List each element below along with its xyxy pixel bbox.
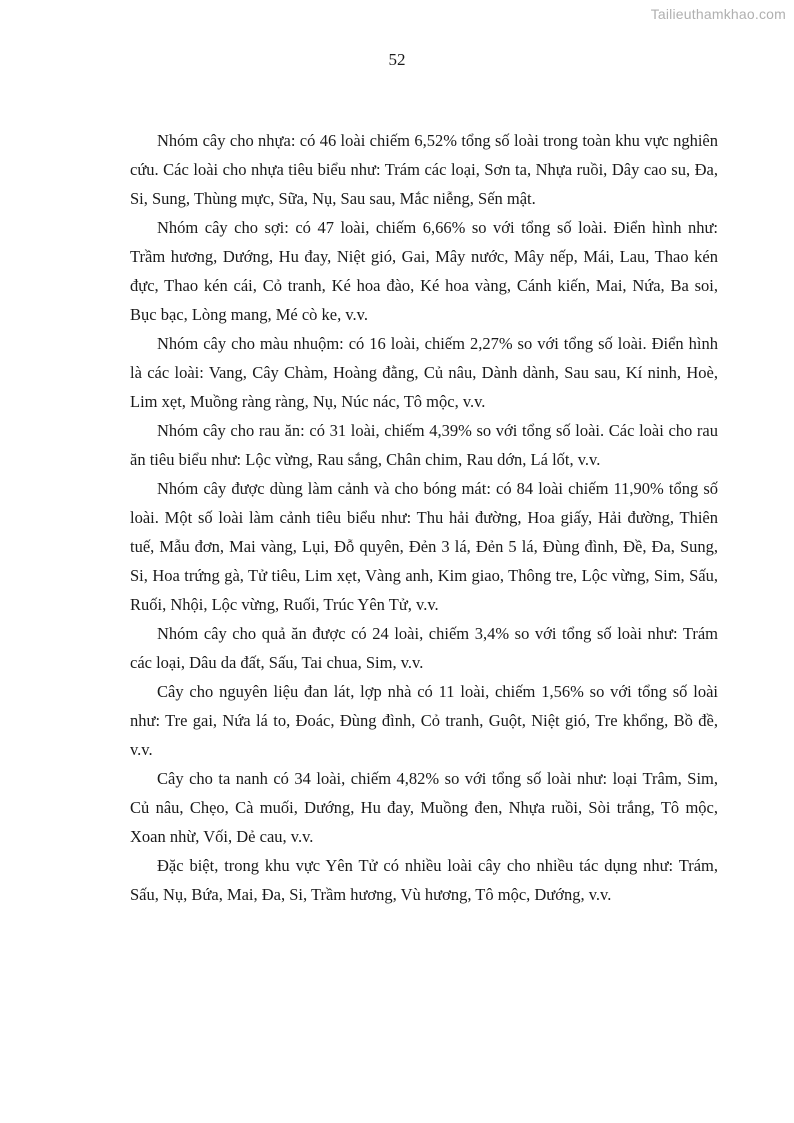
paragraph-dye-plants: Nhóm cây cho màu nhuộm: có 16 loài, chiếm 2,27% so với tổng số loài. Điển hình là các loài: Vang, Cây Chàm, Hoàng đằng, Củ nâu, Dành dành, Sau sau, Kí ninh, Hoè, Lim xẹt, Muồng ràng ràng, Nụ, Núc nác, Tô mộc, v.v. [130,334,718,411]
watermark: Tailieuthamkhao.com [650,6,786,22]
paragraph-tannin-plants: Cây cho ta nanh có 34 loài, chiếm 4,82% so với tổng số loài như: loại Trâm, Sim, Củ nâu, Chẹo, Cà muối, Dướng, Hu đay, Muồng đen, Nhựa ruồi, Sòi trắng, Tô mộc, Xoan nhừ, Vối, Dẻ cau, v.v. [130,769,718,846]
paragraph-fiber-plants: Nhóm cây cho sợi: có 47 loài, chiếm 6,66% so với tổng số loài. Điển hình như: Trầm hương, Dướng, Hu đay, Niệt gió, Gai, Mây nước, Mây nếp, Mái, Lau, Thao kén đực, Thao kén cái, Cỏ tranh, Ké hoa đào, Ké hoa vàng, Cánh kiến, Mai, Nứa, Ba soi, Bục bạc, Lòng mang, Mé cò ke, v.v. [130,218,718,324]
paragraph-vegetable-plants: Nhóm cây cho rau ăn: có 31 loài, chiếm 4,39% so với tổng số loài. Các loài cho rau ăn tiêu biểu như: Lộc vừng, Rau sắng, Chân chim, Rau dớn, Lá lốt, v.v. [130,421,718,469]
paragraph-ornamental-plants: Nhóm cây được dùng làm cảnh và cho bóng mát: có 84 loài chiếm 11,90% tổng số loài. Một số loài làm cảnh tiêu biểu như: Thu hải đường, Hoa giấy, Hải đường, Thiên tuế, Mẫu đơn, Mai vàng, Lụi, Đỗ quyên, Đẻn 3 lá, Đẻn 5 lá, Đùng đình, Đề, Đa, Sung, Si, Hoa trứng gà, Tử tiêu, Lim xẹt, Vàng anh, Kim giao, Thông tre, Lộc vừng, Sim, Sấu, Ruối, Nhội, Lộc vừng, Ruối, Trúc Yên Tử, v.v. [130,479,718,614]
page-number: 52 [388,50,406,69]
paragraph-resin-plants: Nhóm cây cho nhựa: có 46 loài chiếm 6,52% tổng số loài trong toàn khu vực nghiên cứu. Các loài cho nhựa tiêu biểu như: Trám các loại, Sơn ta, Nhựa ruồi, Dây cao su, Đa, Si, Sung, Thùng mực, Sữa, Nụ, Sau sau, Mắc niễng, Sến mật. [130,131,718,208]
paragraph-weaving-plants: Cây cho nguyên liệu đan lát, lợp nhà có 11 loài, chiếm 1,56% so với tổng số loài như: Tre gai, Nứa lá to, Đoác, Đùng đình, Cỏ tranh, Guột, Niệt gió, Tre khổng, Bồ đề, v.v. [130,682,718,759]
paragraph-multi-use-plants: Đặc biệt, trong khu vực Yên Tử có nhiều loài cây cho nhiều tác dụng như: Trám, Sấu, Nụ, Bứa, Mai, Đa, Si, Trầm hương, Vù hương, Tô mộc, Dướng, v.v. [130,856,718,904]
document-body [130,126,718,909]
paragraph-fruit-plants: Nhóm cây cho quả ăn được có 24 loài, chiếm 3,4% so với tổng số loài như: Trám các loại, Dâu da đất, Sấu, Tai chua, Sim, v.v. [130,624,718,672]
